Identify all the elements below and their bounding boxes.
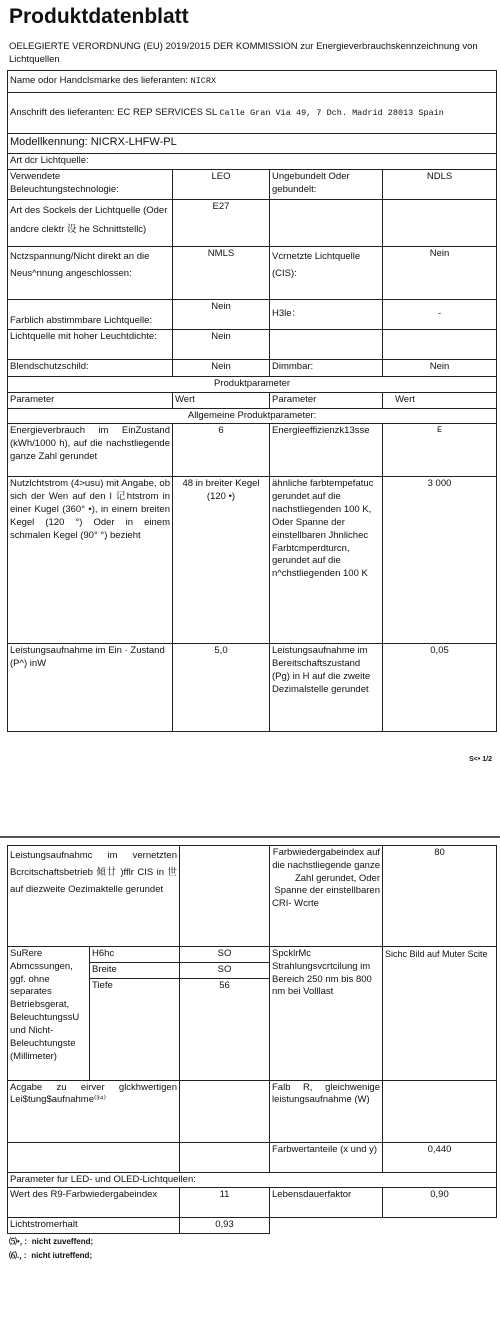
lumen-maintenance-value: 0,93 [180, 1218, 270, 1234]
manufacturer-cell [8, 71, 497, 93]
empty-cell [270, 200, 383, 247]
cis-value: Nein [383, 247, 497, 300]
col-value-header: Wert [383, 392, 497, 408]
falb-value [383, 1080, 497, 1142]
spectral-distribution-value: Sichc Bild auf Muter Scite [383, 947, 497, 1081]
address-label: Anschrift des lieferanten: EC REP SERVICES SL [10, 106, 217, 118]
model-cell: Modellkennung: NICRX-LHFW-PL [8, 134, 497, 154]
networked-standby-label: Leistungsaufnahmc im vernetzten Bcrcitschaftsbetrieb 傾廿 )fflr CIS in 世 auf diezweite Oezimaktelle gerundet [8, 846, 180, 947]
mains-label: Nctzspannung/Nicht direkt an die Neus^nnung angeschlossen: [8, 247, 173, 300]
height-value: SO [180, 947, 270, 963]
address-cell [8, 93, 497, 134]
general-parameters-header: Allgemeine Produktparameter: [8, 408, 497, 424]
footnote-2: ⑹.，：nicht iutreffend; [9, 1251, 93, 1261]
chromaticity-value: 0,440 [383, 1142, 497, 1172]
r9-value: 11 [180, 1188, 270, 1218]
address-value: Calle Gran Via 49, 7 Dch. Madrid 28013 Spain [219, 107, 444, 118]
equivalent-power-value [180, 1080, 270, 1142]
width-label: Breite [90, 962, 180, 978]
document-title: Produktdatenblatt [9, 5, 189, 28]
width-value: SO [180, 962, 270, 978]
page-2 [7, 845, 496, 1263]
empty-cell [180, 1142, 270, 1172]
standby-power-value: 0,05 [383, 644, 497, 732]
col-value-header: Wert [173, 392, 270, 408]
energy-consumption-label: Energieverbrauch im EinZustand (kWh/1000 h), auf die nachstliegende ganze Zahl gerundet [8, 424, 173, 477]
datasheet-table-2 [7, 845, 497, 1234]
manufacturer-value: NICRX [190, 76, 217, 87]
product-parameters-header: Produktparameter [8, 377, 497, 393]
cri-value: 80 [383, 846, 497, 947]
empty-cell [270, 330, 383, 360]
height-label: H6hc [90, 947, 180, 963]
energy-class-label: Energieeffizienzk13sse [270, 424, 383, 477]
luminous-flux-value: 48 in breiter Kegel (120 •) [173, 477, 270, 644]
lumen-maintenance-label: Lichtstromerhalt [8, 1218, 180, 1234]
cri-label: Farbwiedergabeindex auf die nachstliegende ganze Zahl gerundet, Oder Spanne der einstellbaren CRI- Wcrte [270, 846, 383, 947]
equivalent-power-label: Acgabe zu eirver glckhwertigen Lei$tung$aufnahme⁽³⁴⁾ [8, 1080, 180, 1142]
color-tunable-label: Farblich abstimmbare Lichtquelle: [8, 300, 173, 330]
networked-standby-value [180, 846, 270, 947]
page-number: S<• 1/2 [469, 756, 492, 763]
standby-power-label: Leistungsaufnahme im Bereitschaftszustand (Pg) in H auf die zweite Dezimalstelle gerundet [270, 644, 383, 732]
high-luminance-label: Lichtquelle mit hoher Leuchtdichte: [8, 330, 173, 360]
on-mode-power-label: Leistungsaufnahme im Ein · Zustand (P^) inW [8, 644, 173, 732]
survival-factor-label: Lebensdauerfaktor [270, 1188, 383, 1218]
survival-factor-value: 0,90 [383, 1188, 497, 1218]
depth-value: 56 [180, 978, 270, 1080]
footnote-1: ⑸•，：nicht zuveffend; [9, 1237, 94, 1247]
color-temperature-value: 3 000 [383, 477, 497, 644]
empty-cell [383, 1218, 497, 1234]
dimensions-label: SuRere Abmcssungen, ggf. ohne separates Betriebsgerat, BeleuchtungssU und Nicht-Beleuchtungste (Millimeter) [8, 947, 90, 1081]
spectral-distribution-label: SpcklrMc Strahlungsvcrtcilung im Bereich 250 nm bis 800 nm bei Volllast [270, 947, 383, 1081]
luminous-flux-label: Nutzlchtstrom (4>usu) mit Angabe, ob sich der Wen auf den l 记htstrom in einer Kugel (360° •), in einem breiten Kegel (120 °) Oder in einem schmalen Kegel (90° °) bezieht [8, 477, 173, 644]
light-source-type-header: Art dcr Lichtquelle: [8, 154, 497, 170]
empty-cell [8, 1142, 180, 1172]
chromaticity-label: Farbwertanteile (x und y) [270, 1142, 383, 1172]
dimmable-value: Nein [383, 360, 497, 377]
mains-value: NMLS [173, 247, 270, 300]
energy-class-value: E [383, 424, 497, 477]
col-param-header: Parameter [270, 392, 383, 408]
page-1 [7, 4, 496, 732]
tech-value: LEO [173, 170, 270, 200]
depth-label: Tiefe [90, 978, 180, 1080]
empty-cell [383, 200, 497, 247]
socket-value: E27 [173, 200, 270, 247]
falb-label: Falb R, gleichwenige leistungsaufnahme (W) [270, 1080, 383, 1142]
col-param-header: Parameter [8, 392, 173, 408]
cis-label: Vcrnetzte Lichtquelle (CIS): [270, 247, 383, 300]
glare-shield-value: Nein [173, 360, 270, 377]
on-mode-power-value: 5,0 [173, 644, 270, 732]
empty-cell [270, 1218, 383, 1234]
led-parameters-header: Parameter fur LED- und OLED-Lichtquellen: [8, 1172, 497, 1188]
manufacturer-label: Name odor Handclsmarke des lieferanten: [10, 75, 188, 87]
empty-cell [383, 330, 497, 360]
bundled-label: Ungebundelt Oder gebundelt: [270, 170, 383, 200]
socket-label: Art des Sockels der Lichtquelle (Oder andcre clektr 设 he Schnittstellc) [8, 200, 173, 247]
h3le-label: H3le： [270, 300, 383, 330]
color-tunable-value: Nein [173, 300, 270, 330]
color-temperature-label: ähnliche farbtempefatuc gerundet auf die nachstliegenden 100 K, Oder Spanne der einstellbaren Jhnlichec Farbtcmperdturcn, gerundet auf die n^chstliegenden 100 K [270, 477, 383, 644]
regulation-text: OELEGIERTE VERORDNUNG (EU) 2019/2015 DER KOMMISSION zur Energieverbrauchskennzeichnung von Lichtquellen [9, 41, 478, 65]
tech-label: Verwendete Beleuchtungstechnologie: [8, 170, 173, 200]
glare-shield-label: Blendschutzschild: [8, 360, 173, 377]
page-divider [0, 836, 500, 838]
dimmable-label: Dimmbar: [270, 360, 383, 377]
energy-consumption-value: 6 [173, 424, 270, 477]
high-luminance-value: Nein [173, 330, 270, 360]
bundled-value: NDLS [383, 170, 497, 200]
r9-label: Wert des R9-Farbwiedergabeindex [8, 1188, 180, 1218]
datasheet-table-1 [7, 70, 497, 732]
h3le-value: - [383, 300, 497, 330]
